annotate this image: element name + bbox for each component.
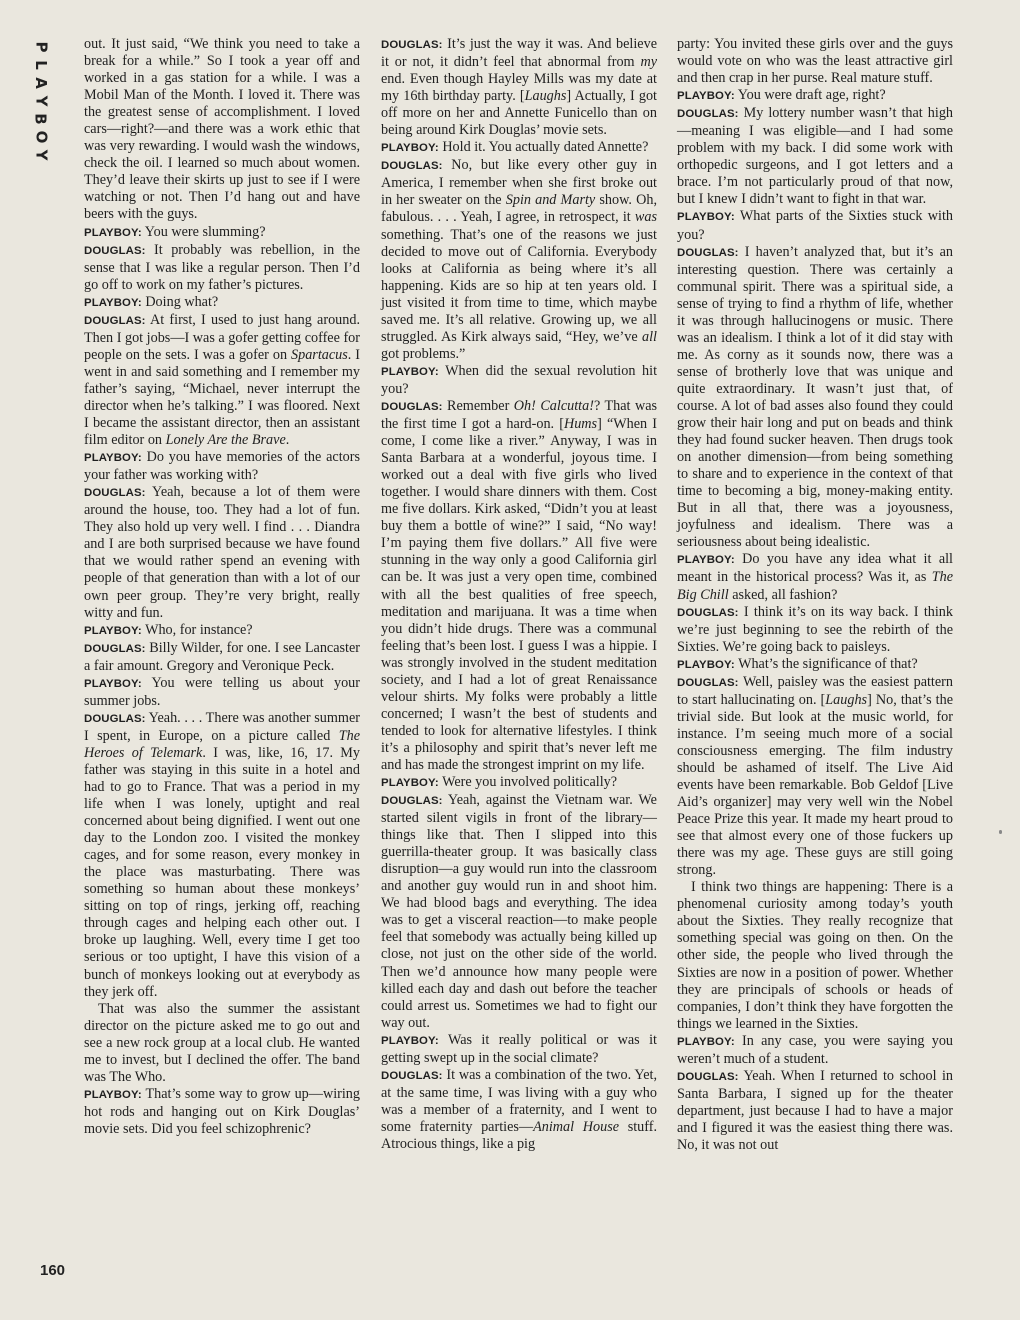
speaker-label: DOUGLAS: <box>381 39 443 51</box>
article-paragraph <box>381 1067 657 1153</box>
article-paragraph <box>677 208 953 243</box>
speaker-label: PLAYBOY: <box>84 677 142 690</box>
paragraph-text: Remember Oh! Calcutta!? That was the first time I got a hard-on. [Hums] “When I come, I come like a river.” Anyway, I was in Santa Barbara at a wonderful, joyous time. I worked out a deal with five girls who lived together. I would share dinners with them. Cost me five dollars. Kirk asked, “Didn’t you at least buy them a bottle of wine?” I said, “No way! I’m paying them five dollars.” All five were stunning in the way only a good California girl can be. It was just a very open time, combined with all the best qualities of free speech, meditation and marijuana. It was a time when you didn’t hide drugs. There was a communal feeling that’s been lost. I guess I was a hippie. I was strongly involved in the student meditation society, and I had a lot of great Renaissance velour shirts. My folks were probably a little concerned; I wasn’t the best of students and tended to look for alternative lifestyles. I think it’s a philosophy and spirit that’s never left me and has made the strongest imprint on my life. <box>381 397 658 773</box>
paragraph-text: Do you have any idea what it all meant in the historical process? Was it, as The Big Chill asked, all fashion? <box>677 551 953 603</box>
article-paragraph <box>84 312 360 449</box>
speaker-label: DOUGLAS: <box>84 487 146 500</box>
article-paragraph <box>677 551 953 603</box>
paragraph-text: Yeah. . . . There was another summer I spent, in Europe, on a picture called The Heroes of Telemark. I was, like, 16, 17. My father was staying in this suite in a hotel and had to go to France. That was a period in my life when I was lonely, uptight and real concerned about being dignified. I went out one day to the London zoo. I visited the monkey cages, and for some reason, every monkey in the place was masturbating. There was something so human about these monkeys’ sitting on top of rings, jerking off, reaching through cages and helping each other out. I broke up laughing. Well, every time I get too serious or too uptight, I have this vision of a bunch of monkeys looking out at everybody as they jerk off. <box>84 709 360 1000</box>
paragraph-text: Were you involved politically? <box>442 774 618 791</box>
masthead-letter: Y <box>32 95 50 107</box>
page-speck <box>999 830 1002 834</box>
article-paragraph <box>677 105 953 208</box>
article-paragraph <box>677 87 953 105</box>
speaker-label: DOUGLAS: <box>677 108 739 121</box>
masthead-letter: L <box>32 60 50 70</box>
speaker-label: PLAYBOY: <box>677 90 735 103</box>
article-paragraph <box>381 363 657 398</box>
article-paragraph <box>381 157 657 363</box>
article-paragraph <box>84 640 360 675</box>
speaker-label: PLAYBOY: <box>677 1035 735 1048</box>
speaker-label: PLAYBOY: <box>381 777 439 790</box>
article-paragraph <box>677 36 953 87</box>
speaker-label: DOUGLAS: <box>677 1070 739 1083</box>
article-paragraph <box>381 36 657 139</box>
speaker-label: PLAYBOY: <box>84 452 142 465</box>
masthead-vertical <box>28 38 54 164</box>
masthead-letter: O <box>31 130 50 144</box>
article-paragraph <box>677 674 953 880</box>
speaker-label: PLAYBOY: <box>381 365 439 378</box>
paragraph-text: Hold it. You actually dated Annette? <box>442 139 649 156</box>
paragraph-text: It’s just the way it was. And believe it or not, it didn’t feel that abnormal from my end. Even though Hayley Mills was my date at my 16th birthday party. [Laughs] Actually, I got off more on her and Annette Funicello than on being around Kirk Douglas’ movie sets. <box>381 36 657 139</box>
paragraph-text: What’s the significance of that? <box>738 655 918 672</box>
article-paragraph <box>84 622 360 640</box>
speaker-label: PLAYBOY: <box>381 142 439 155</box>
article-paragraph <box>84 675 360 710</box>
paragraph-text: I haven’t analyzed that, but it’s an interesting question. There was certainly a communal spirit. There was a spiritual side, a sense of trying to find a rhythm of life, whether it was through hallucinogens or music. There was an idealism. I think a lot of it did stay with me. As corny as it sounds now, there was a sense of brotherly love that was unique and quite extraordinary. It wasn’t just that, of course. A lot of bad asses also found they could grow their hair long and put on beads and think they had found sucker heaven. Then drugs took on another dimension—from being something to share and to experience in the context of that time to becoming a big, money-making entity. But in all that, there was a joyousness, joyfulness and idealism. There was a seriousness about being idealistic. <box>677 243 954 551</box>
text-column-1 <box>84 36 360 1138</box>
masthead-letter: P <box>32 41 50 53</box>
masthead-letter: B <box>32 113 50 125</box>
speaker-label: DOUGLAS: <box>677 246 739 259</box>
paragraph-text: My lottery number wasn’t that high—meaning I was eligible—and I had some problem with my back. I did some work with orthopedic surgeons, and I got letters and a brace. I’m not particularly proud of that now, but I knew I didn’t want to fight in that war. <box>677 105 954 208</box>
speaker-label: DOUGLAS: <box>381 400 443 413</box>
article-paragraph <box>84 449 360 484</box>
paragraph-text: You were slumming? <box>144 223 266 240</box>
paragraph-text: Yeah, because a lot of them were around the house, too. They had a lot of fun. They also hold up very well. I find . . . Diandra and I are both surprised because we have found that we would rather spend an evening with people of that generation than with a lot of our own peer group. They’re very bright, really witty and fun. <box>84 484 360 621</box>
paragraph-text: Yeah. When I returned to school in Santa Barbara, I signed up for the theater department, just because I had to have a major and I figured it was the easiest thing there was. No, it was not out <box>677 1067 953 1153</box>
paragraph-text: No, but like every other guy in America, I remember when she first broke out in her sweater on the Spin and Marty show. Oh, fabulous. . . . Yeah, I agree, in retrospect, it was something. That’s one of the reasons we just decided to move out of California. Everybody looks at California as being where it’s all happening. Kids are so hip at ten years old. I just visited it from time to time, which maybe saved me. It’s all relative. Growing up, we all struggled. As Kirk always said, “Hey, we’ve all got problems.” <box>381 157 658 362</box>
paragraph-text: Who, for instance? <box>145 621 253 638</box>
speaker-label: DOUGLAS: <box>381 160 443 173</box>
speaker-label: DOUGLAS: <box>677 676 739 689</box>
article-paragraph <box>381 792 657 1032</box>
article-paragraph <box>84 224 360 242</box>
speaker-label: PLAYBOY: <box>677 211 735 224</box>
masthead-letter: A <box>31 77 50 89</box>
paragraph-text: When did the sexual revolution hit you? <box>381 362 658 397</box>
article-paragraph <box>84 1001 360 1086</box>
speaker-label: DOUGLAS: <box>84 642 146 655</box>
paragraph-text: In any case, you were saying you weren’t much of a student. <box>677 1032 954 1067</box>
article-paragraph <box>677 879 953 1032</box>
paragraph-text: Billy Wilder, for one. I see Lancaster a fair amount. Gregory and Veronique Peck. <box>84 639 360 674</box>
article-paragraph <box>677 656 953 674</box>
paragraph-text: You were draft age, right? <box>737 87 886 104</box>
paragraph-text: That’s some way to grow up—wiring hot rods and hanging out on Kirk Douglas’ movie sets. Did you feel schizophrenic? <box>84 1085 360 1137</box>
article-paragraph <box>677 1068 953 1154</box>
paragraph-text: What parts of the Sixties stuck with you? <box>677 208 953 243</box>
speaker-label: PLAYBOY: <box>677 554 735 567</box>
speaker-label: DOUGLAS: <box>677 606 739 619</box>
article-paragraph <box>381 1032 657 1067</box>
speaker-label: PLAYBOY: <box>84 624 142 637</box>
page-number: 160 <box>40 1262 66 1279</box>
paragraph-text: Doing what? <box>145 293 219 310</box>
speaker-label: DOUGLAS: <box>381 1069 443 1082</box>
article-paragraph <box>84 242 360 294</box>
speaker-label: PLAYBOY: <box>84 296 142 309</box>
speaker-label: PLAYBOY: <box>381 1034 439 1047</box>
article-paragraph <box>677 244 953 552</box>
article-paragraph <box>381 774 657 792</box>
speaker-label: DOUGLAS: <box>84 712 146 725</box>
paragraph-text: I think two things are happening: There is a phenomenal curiosity among today’s youth about the Sixties. They really recognize that something special was going on then. On the other side, the people who lived through the Sixties are now in a position of power. Whether they are principals of schools or heads of companies, I don’t think they have forgotten the things we learned in the Sixties. <box>677 879 953 1032</box>
masthead-letter: Y <box>32 149 50 161</box>
paragraph-text: Do you have memories of the actors your father was working with? <box>84 449 360 484</box>
paragraph-text: At first, I used to just hang around. Then I got jobs—I was a gofer getting coffee for people on the sets. I was a gofer on Spartacus. I went in and said something and I remember my father’s saying, “Michael, never interrupt the director when he’s talking.” I was floored. Next I became the assistant director, then an assistant film editor on Lonely Are the Brave. <box>84 311 361 449</box>
speaker-label: DOUGLAS: <box>84 314 146 327</box>
article-paragraph <box>84 710 360 1001</box>
article-paragraph <box>84 1086 360 1138</box>
paragraph-text: It was a combination of the two. Yet, at the same time, I was living with a guy who was a member of a fraternity, and I went to some fraternity parties—Animal House stuff. Atrocious things, like a pig <box>381 1066 658 1152</box>
text-column-2 <box>381 36 657 1153</box>
paragraph-text: Was it really political or was it getting swept up in the social climate? <box>381 1031 657 1066</box>
speaker-label: DOUGLAS: <box>381 795 443 808</box>
article-paragraph <box>84 484 360 621</box>
paragraph-text: It probably was rebellion, in the sense that I was like a regular person. Then I’d go off to work on my father’s pictures. <box>84 241 360 293</box>
article-paragraph <box>677 604 953 656</box>
speaker-label: PLAYBOY: <box>84 1088 142 1101</box>
paragraph-text: You were telling us about your summer jobs. <box>84 674 360 709</box>
article-paragraph <box>84 294 360 312</box>
paragraph-text: That was also the summer the assistant director on the picture asked me to go out and see a new rock group at a local club. He wanted me to invest, but I declined the offer. The band was The Who. <box>84 1000 360 1085</box>
text-column-3 <box>677 36 953 1154</box>
speaker-label: PLAYBOY: <box>84 226 142 239</box>
speaker-label: DOUGLAS: <box>84 244 146 257</box>
article-paragraph <box>381 139 657 157</box>
paragraph-text: out. It just said, “We think you need to take a break for a while.” So I took a year off and worked in a gas station for a while. I was a Mobil Man of the Month. I loved it. There was the greatest sense of accomplishment. I loved cars—right?—and there was a work ethic that was very rewarding. I would wash the windows, check the oil. I learned so much about women. They’d leave their skirts up just to see if I were watching or not. Then I’d hang out and have beers with the guys. <box>84 36 360 223</box>
article-paragraph <box>381 398 657 774</box>
paragraph-text: I think it’s on its way back. I think we’re just beginning to see the rebirth of the Sixties. We’re going back to paisleys. <box>677 603 953 655</box>
article-paragraph <box>677 1033 953 1068</box>
paragraph-text: Well, paisley was the easiest pattern to start hallucinating on. [Laughs] No, that’s the trivial side. But look at the music world, for instance. I’m seeing much more of a social consciousness emerging. The film industry should be ashamed of itself. The Live Aid events have been remarkable. Bob Geldof [Live Aid’s organizer] may very well win the Nobel Peace Prize this year. It made my heart proud to see that almost every one of those fuckers up there was my age. These guys are still going strong. <box>677 673 953 879</box>
article-paragraph <box>84 36 360 224</box>
speaker-label: PLAYBOY: <box>677 658 735 671</box>
paragraph-text: party: You invited these girls over and the guys would vote on who was the least attractive girl and then crap in her purse. Real mature stuff. <box>677 36 953 87</box>
paragraph-text: Yeah, against the Vietnam war. We started silent vigils in front of the library—things like that. Then I slipped into this guerrilla-theater group. It was basically class disruption—a guy would run into the classroom and another guy would run in and shoot him. We had blood bags and everything. The idea was to get a visceral reaction—to make people feel that somebody was actually being killed up close, not just on the other side of the world. Then we’d announce how many people were killed each day and dash out before the teacher could arrest us. Sometimes we had to fight our way out. <box>381 792 657 1031</box>
